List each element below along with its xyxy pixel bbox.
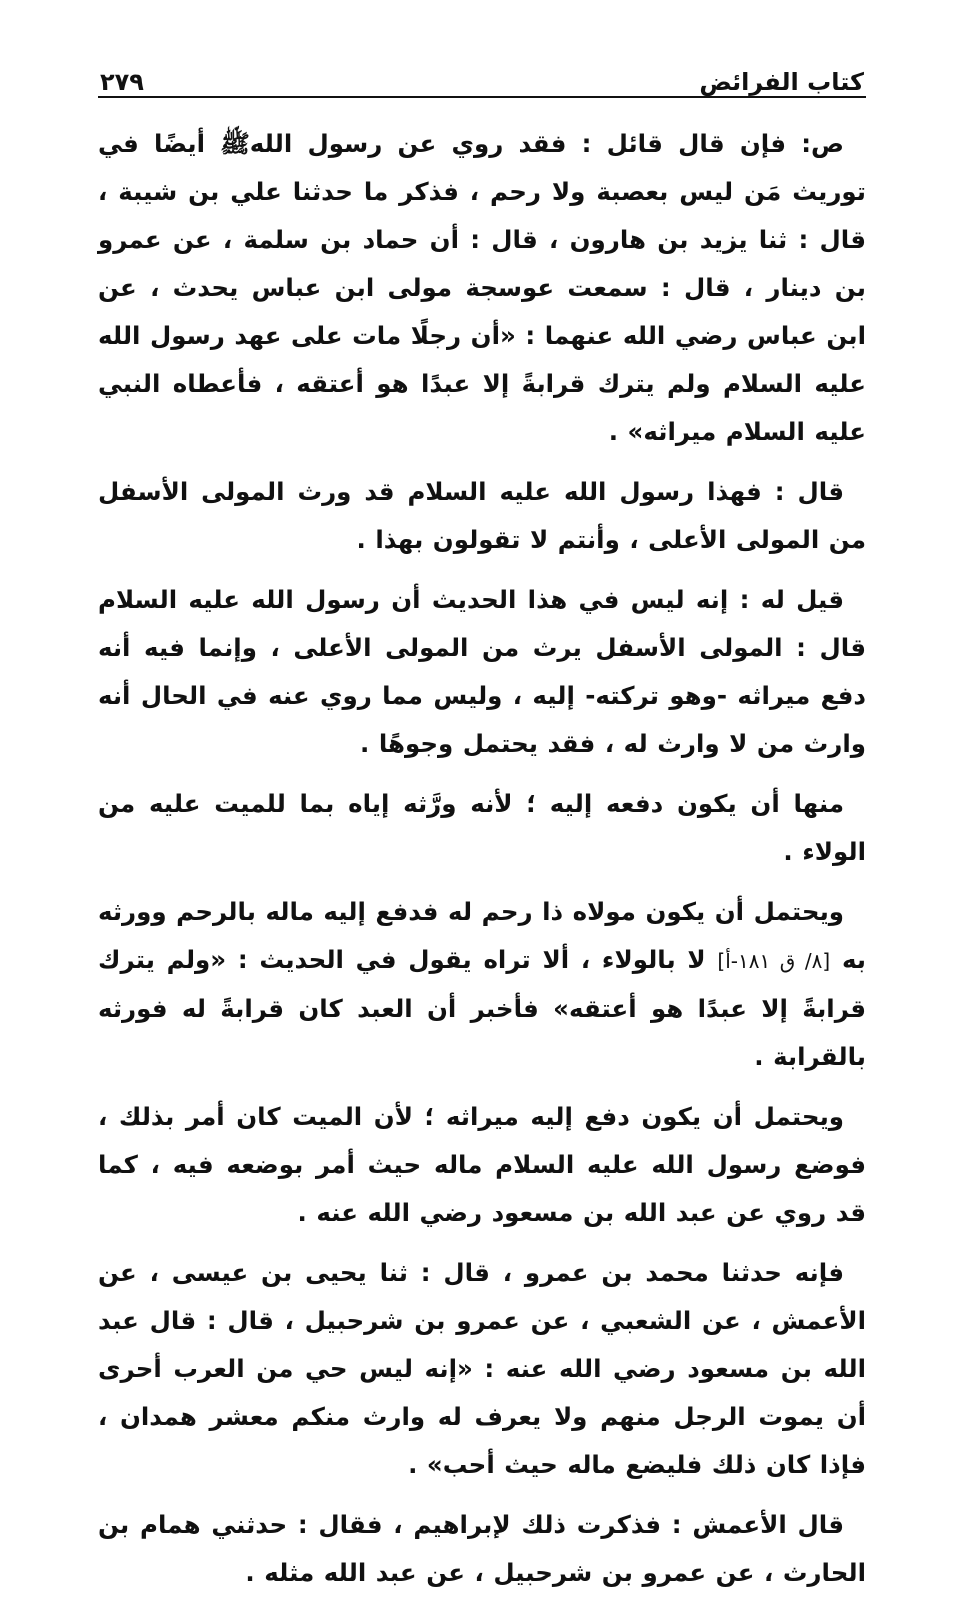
- paragraph: [98, 1501, 866, 1597]
- paragraph-text: قال : فهذا رسول الله عليه السلام قد ورث المولى الأسفل من المولى الأعلى ، وأنتم لا تقولون بهذا .: [98, 477, 866, 554]
- paragraph: [98, 1249, 866, 1489]
- paragraph: [98, 468, 866, 564]
- paragraph-text: قال الأعمش : فذكرت ذلك لإبراهيم ، فقال : حدثني همام بن الحارث ، عن عمرو بن شرحبيل ، عن عبد الله مثله .: [98, 1510, 866, 1587]
- paragraph-text: منها أن يكون دفعه إليه ؛ لأنه ورَّثه إياه بما للميت عليه من الولاء .: [98, 789, 866, 866]
- paragraph-text: فإنه حدثنا محمد بن عمرو ، قال : ثنا يحيى بن عيسى ، عن الأعمش ، عن الشعبي ، عن عمرو بن شرحبيل ، قال : قال عبد الله بن مسعود رضي الله عنه : «إنه ليس حي من العرب أحرى أن يموت الرجل منهم ولا يعرف له وارث منكم معشر همدان ، فإذا كان ذلك فليضع ماله حيث أحب» .: [98, 1258, 866, 1479]
- paragraph-text: فإن قال قائل : فقد روي عن رسول اللهﷺ أيضًا في توريث مَن ليس بعصبة ولا رحم ، فذكر ما حدثنا علي بن شيبة ، قال : ثنا يزيد بن هارون ، قال : أن حماد بن سلمة ، عن عمرو بن دينار ، قال : سمعت عوسجة مولى ابن عباس يحدث ، عن ابن عباس رضي الله عنهما : «أن رجلًا مات على عهد رسول الله عليه السلام ولم يترك قرابةً إلا عبدًا هو أعتقه ، فأعطاه النبي عليه السلام ميراثه» .: [98, 129, 866, 446]
- paragraph-text: ويحتمل أن يكون مولاه ذا رحم له فدفع إليه ماله بالرحم وورثه به: [98, 897, 866, 974]
- book-page: [98, 52, 866, 1609]
- paragraph: [98, 576, 866, 768]
- book-title: كتاب الفرائض: [699, 68, 864, 96]
- paragraph: [98, 1093, 866, 1237]
- paragraph: [98, 120, 866, 456]
- paragraph: [98, 888, 866, 1081]
- page-body: [98, 120, 866, 1597]
- paragraph-text: لا بالولاء ، ألا تراه يقول في الحديث : «ولم يترك قرابةً إلا عبدًا هو أعتقه» فأخبر أن العبد كان قرابةً له فورثه بالقرابة .: [98, 945, 866, 1071]
- paragraph-text: ويحتمل أن يكون دفع إليه ميراثه ؛ لأن الميت كان أمر بذلك ، فوضع رسول الله عليه السلام ماله حيث أمر بوضعه فيه ، كما قد روي عن عبد الله بن مسعود رضي الله عنه .: [98, 1102, 866, 1227]
- paragraph-text: قيل له : إنه ليس في هذا الحديث أن رسول الله عليه السلام قال : المولى الأسفل يرث من المولى الأعلى ، وإنما فيه أنه دفع ميراثه -وهو تركته- إليه ، وليس مما روي عنه في الحال أنه وارث من لا وارث له ، فقد يحتمل وجوهًا .: [98, 585, 866, 758]
- paragraph: [98, 780, 866, 876]
- manuscript-reference: [٨/ ق ١٨١-أ]: [717, 949, 831, 973]
- page-number: ٢٧٩: [100, 68, 144, 96]
- running-header: [98, 52, 866, 98]
- section-label: ص:: [801, 129, 845, 158]
